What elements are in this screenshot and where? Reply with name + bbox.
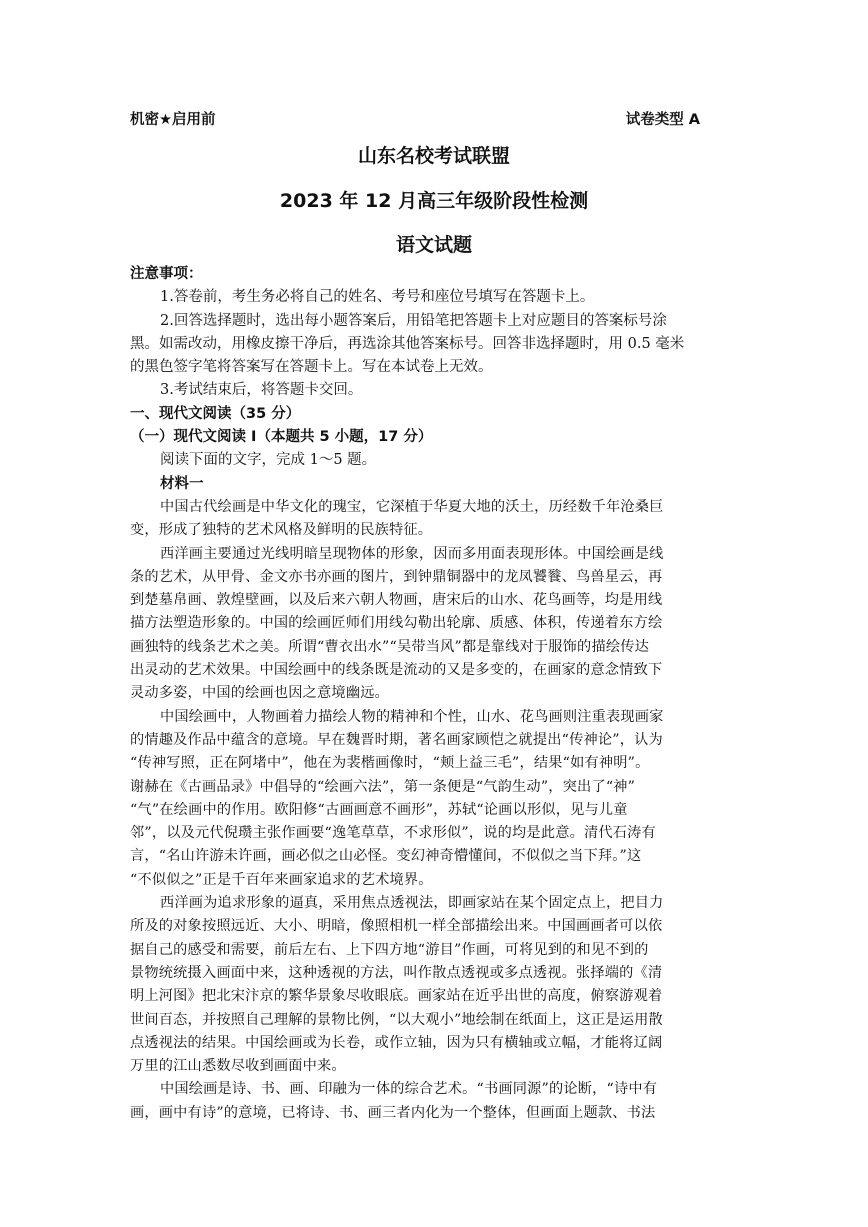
notice-line: 黑。如需改动，用橡皮擦干净后，再选涂其他答案标号。回答非选择题时，用 0.5 毫米 xyxy=(130,335,685,352)
article-line: 到楚墓帛画、敦煌壁画，以及后来六朝人物画，唐宋后的山水、花鸟画等，均是用线 xyxy=(130,592,663,609)
instruction-text: 阅读下面的文字，完成 1～5 题。 xyxy=(160,452,377,469)
article-text xyxy=(130,496,736,1125)
article-line: 变，形成了独特的艺术风格及鲜明的民族特征。 xyxy=(130,522,433,539)
article-line: 中国古代绘画是中华文化的瑰宝，它深植于华夏大地的沃土，历经数千年沧桑巨 xyxy=(160,498,664,515)
article-line: 西洋画主要通过光线明暗呈现物体的形象，因而多用面表现形体。中国绘画是线 xyxy=(160,545,664,562)
notice-heading: 注意事项： xyxy=(130,266,203,282)
confidential-label: 机密★启用前 xyxy=(130,112,216,128)
organization-title: 山东名校考试联盟 xyxy=(357,145,510,167)
article-line: 条的艺术，从甲骨、金文亦书亦画的图片，到钟鼎铜器中的龙凤饕餮、鸟兽星云，再 xyxy=(130,568,663,585)
article-line: 邻”，以及元代倪瓒主张作画要“逸笔草草，不求形似”，说的均是此意。清代石涛有 xyxy=(130,825,656,842)
article-line: 所及的对象按照远近、大小、明暗，像照相机一样全部描绘出来。中国画画者可以依 xyxy=(130,918,663,935)
article-line: “气”在绘画中的作用。欧阳修“古画画意不画形”，苏轼“论画以形似，见与儿童 xyxy=(130,801,628,818)
article-line: 出灵动的艺术效果。中国绘画中的线条既是流动的又是多变的，在画家的意念情致下 xyxy=(130,662,663,679)
article-line: 的情趣及作品中蕴含的意境。早在魏晋时期，著名画家顾恺之就提出“传神论”，认为 xyxy=(130,731,663,748)
paper-type-label: 试卷类型 A xyxy=(625,112,700,128)
article-line: 明上河图》把北宋汴京的繁华景象尽收眼底。画家站在近乎出世的高度，俯察游观着 xyxy=(130,988,663,1005)
article-line: 中国绘画中，人物画着力描绘人物的精神和个性，山水、花鸟画则注重表现画家 xyxy=(160,708,664,725)
notice-line: 2.回答选择题时，选出每小题答案后，用铅笔把答题卡上对应题目的答案标号涂 xyxy=(160,312,667,329)
notice-line: 的黑色签字笔将答案写在答题卡上。写在本试卷上无效。 xyxy=(130,359,493,376)
article-line: 灵动多姿，中国的绘画也因之意境幽远。 xyxy=(130,685,389,702)
article-line: “传神写照，正在阿堵中”，他在为裴楷画像时，“颊上益三毛”，结果“如有神明”。 xyxy=(130,755,650,772)
notice-line: 1.答卷前，考生务必将自己的姓名、考号和座位号填写在答题卡上。 xyxy=(160,289,595,306)
article-line: 画独特的线条艺术之美。所谓“曹衣出水”“吴带当风”都是靠线对于服饰的描绘传达 xyxy=(130,638,649,655)
article-line: “不似似之”正是千百年来画家追求的艺术境界。 xyxy=(130,871,433,888)
content-body xyxy=(130,263,736,1125)
article-line: 西洋画为追求形象的逼真，采用焦点透视法，即画家站在某个固定点上，把目力 xyxy=(160,895,664,912)
article-line: 描方法塑造形象的。中国的绘画匠师们用线勾勒出轮廓、质感、体积，传递着东方绘 xyxy=(130,615,663,632)
notice-line: 3.考试结束后，将答题卡交回。 xyxy=(160,382,363,399)
exam-title: 2023 年 12 月高三年级阶段性检测 xyxy=(279,190,589,212)
article-line: 点透视法的结果。中国绘画或为长卷，或作立轴，因为只有横轴或立幅，才能将辽阔 xyxy=(130,1034,663,1051)
subsection-heading: （一）现代文阅读 I（本题共 5 小题，17 分） xyxy=(130,429,433,446)
subject-title: 语文试题 xyxy=(395,234,472,256)
header-row xyxy=(130,108,700,128)
article-line: 景物统统摄入画面中来，这种透视的方法，叫作散点透视或多点透视。张择端的《清 xyxy=(130,964,663,981)
article-line: 世间百态，并按照自己理解的景物比例，“以大观小”地绘制在纸面上，这正是运用散 xyxy=(130,1011,663,1028)
article-line: 万里的江山悉数尽收到画面中来。 xyxy=(130,1058,346,1075)
article-line: 中国绘画是诗、书、画、印融为一体的综合艺术。“书画同源”的论断，“诗中有 xyxy=(160,1081,658,1098)
section-heading: 一、现代文阅读（35 分） xyxy=(130,405,301,422)
material-label: 材料一 xyxy=(160,475,204,492)
article-line: 据自己的感受和需要，前后左右、上下四方地“游目”作画，可将见到的和见不到的 xyxy=(130,941,649,958)
article-line: 画，画中有诗”的意境，已将诗、书、画三者内化为一个整体，但画面上题款、书法 xyxy=(130,1104,656,1121)
article-line: 言，“名山许游未许画，画必似之山必怪。变幻神奇懵懂间，不似似之当下拜。”这 xyxy=(130,848,642,865)
article-line: 谢赫在《古画品录》中倡导的“绘画六法”，第一条便是“气韵生动”，突出了“神” xyxy=(130,778,636,795)
